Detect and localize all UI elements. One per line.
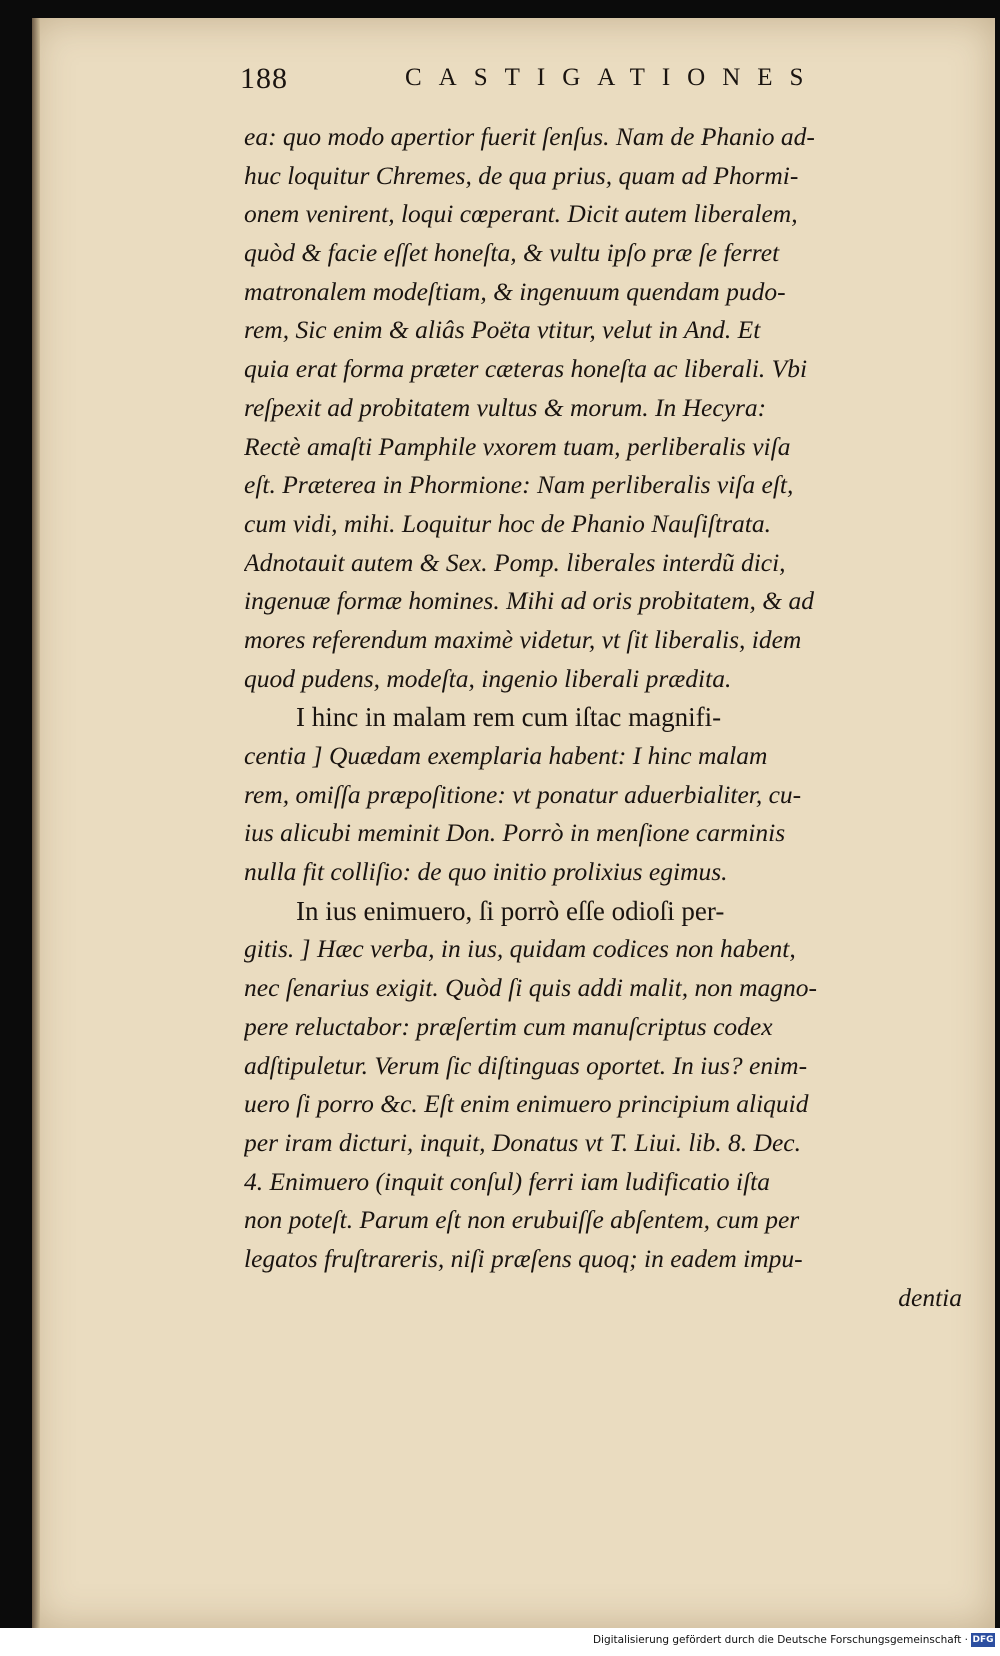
text-line: pere reluctabor: præſertim cum manuſcriptus codex: [244, 1011, 773, 1041]
text-line: huc loquitur Chremes, de qua prius, quam ad Phormi-: [244, 160, 799, 190]
text-line: onem venirent, loqui cœperant. Dicit autem liberalem,: [244, 199, 798, 229]
text-line: ea: quo modo apertior fuerit ſenſus. Nam de Phanio ad-: [244, 122, 815, 151]
text-line: gitis. ] Hæc verba, in ius, quidam codices non habent,: [244, 934, 796, 964]
text-line: adſtipuletur. Verum ſic diſtinguas oportet. In ius? enim-: [244, 1050, 808, 1080]
text-line: legatos fruſtrareris, niſi præſens quoq; in eadem impu-: [244, 1243, 803, 1273]
text-line: ingenuæ formæ homines. Mihi ad oris probitatem, & ad: [244, 586, 814, 616]
text-line: reſpexit ad probitatem vultus & morum. In Hecyra:: [244, 392, 767, 422]
text-line: eſt. Præterea in Phormione: Nam perliberalis viſa eſt,: [244, 470, 794, 500]
text-line: nulla fit colliſio: de quo initio prolixius egimus.: [244, 857, 728, 887]
text-line: quia erat forma præter cæteras honeſta ac liberali. Vbi: [244, 354, 808, 384]
text-line: 4. Enimuero (inquit conſul) ferri iam ludificatio iſta: [244, 1166, 771, 1196]
text-line: quod pudens, modeſta, ingenio liberali prædita.: [244, 663, 732, 693]
text-line: rem, Sic enim & aliâs Poëta vtitur, velut in And. Et: [244, 315, 761, 345]
text-line: dentia: [898, 1282, 962, 1312]
text-line: cum vidi, mihi. Loquitur hoc de Phanio Nauſiſtrata.: [244, 508, 771, 538]
running-title: CASTIGATIONES: [405, 64, 821, 91]
footer-bar: [0, 1628, 1000, 1656]
page-number: 188: [240, 62, 288, 95]
page-header: [240, 62, 840, 106]
text-line: nec ſenarius exigit. Quòd ſi quis addi malit, non magno-: [244, 973, 817, 1003]
text-line: Rectè amaſti Pamphile vxorem tuam, perliberalis viſa: [244, 431, 791, 461]
text-line: matronalem modeſtiam, & ingenuum quendam pudo-: [244, 276, 786, 306]
text-line: uero ſi porro &c. Eſt enim enimuero principium aliquid: [244, 1089, 809, 1119]
text-line: rem, omiſſa præpoſitione: vt ponatur aduerbialiter, cu-: [244, 779, 802, 809]
text-line: quòd & facie eſſet honeſta, & vultu ipſo præ ſe ferret: [244, 238, 780, 268]
text-line: non poteſt. Parum eſt non erubuiſſe abſentem, cum per: [244, 1205, 800, 1235]
page-gutter-shadow: [32, 18, 40, 1628]
text-line: I hinc in malam rem cum iſtac magnifi-: [296, 702, 722, 733]
footer-credit: Digitalisierung gefördert durch die Deutsche Forschungsgemeinschaft ·: [592, 1634, 968, 1646]
text-line: Adnotauit autem & Sex. Pomp. liberales interdũ dici,: [244, 547, 786, 577]
text-line: per iram dicturi, inquit, Donatus vt T. Liui. lib. 8. Dec.: [244, 1127, 801, 1157]
text-line: mores referendum maximè videtur, vt ſit liberalis, idem: [244, 624, 802, 654]
text-line: centia ] Quædam exemplaria habent: I hinc malam: [244, 741, 768, 770]
dfg-logo: DFG: [972, 1635, 994, 1645]
body-text: [244, 118, 962, 1317]
text-line: ius alicubi meminit Don. Porrò in menſione carminis: [244, 818, 786, 848]
text-line: In ius enimuero, ſi porrò eſſe odioſi per-: [296, 895, 725, 926]
